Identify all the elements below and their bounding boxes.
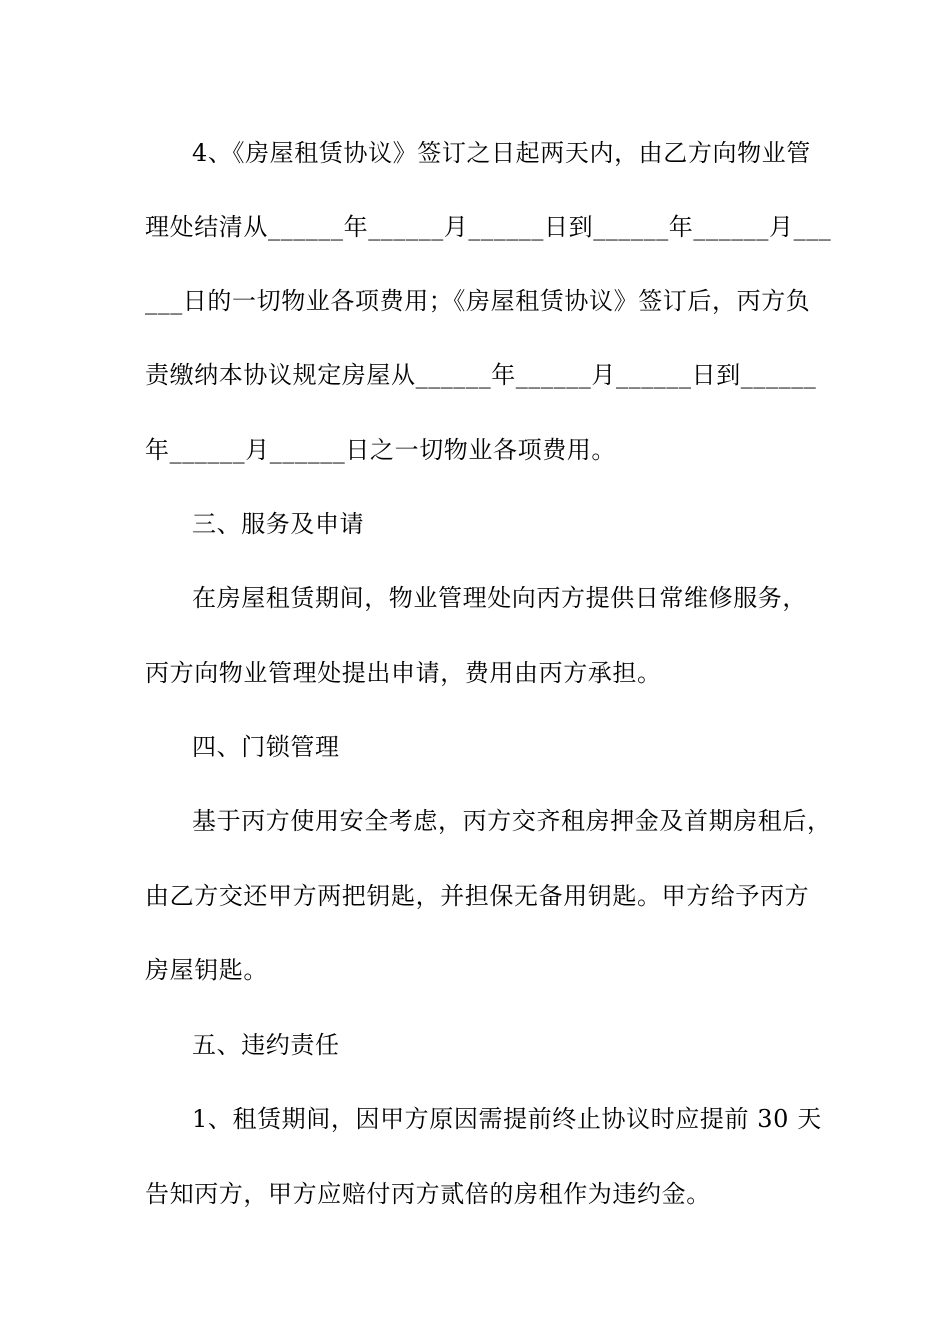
section-heading-breach: 五、违约责任 (192, 1031, 340, 1059)
paragraph-clause-4-line-3: ___日的一切物业各项费用；《房屋租赁协议》签订后，丙方负 (145, 287, 811, 315)
paragraph-door-lock-line-1: 基于丙方使用安全考虑，丙方交齐租房押金及首期房租后， (192, 807, 832, 835)
section-heading-door-lock: 四、门锁管理 (192, 733, 340, 761)
paragraph-door-lock-line-3: 房屋钥匙。 (145, 956, 268, 984)
paragraph-services-line-1: 在房屋租赁期间，物业管理处向丙方提供日常维修服务， (192, 584, 807, 612)
paragraph-clause-4-line-4: 责缴纳本协议规定房屋从______年______月______日到______ (145, 361, 817, 389)
paragraph-clause-4-line-1: 4、《房屋租赁协议》签订之日起两天内，由乙方向物业管 (192, 139, 811, 167)
paragraph-services-line-2: 丙方向物业管理处提出申请，费用由丙方承担。 (145, 659, 662, 687)
paragraph-door-lock-line-2: 由乙方交还甲方两把钥匙，并担保无备用钥匙。甲方给予丙方 (145, 882, 810, 910)
paragraph-breach-line-1: 1、租赁期间，因甲方原因需提前终止协议时应提前 30 天 (192, 1105, 822, 1133)
paragraph-breach-line-2: 告知丙方，甲方应赔付丙方贰倍的房租作为违约金。 (145, 1180, 711, 1208)
paragraph-clause-4-line-2: 理处结清从______年______月______日到______年______月___ (145, 213, 832, 241)
section-heading-services: 三、服务及申请 (192, 510, 365, 538)
paragraph-clause-4-line-5: 年______月______日之一切物业各项费用。 (145, 436, 616, 464)
